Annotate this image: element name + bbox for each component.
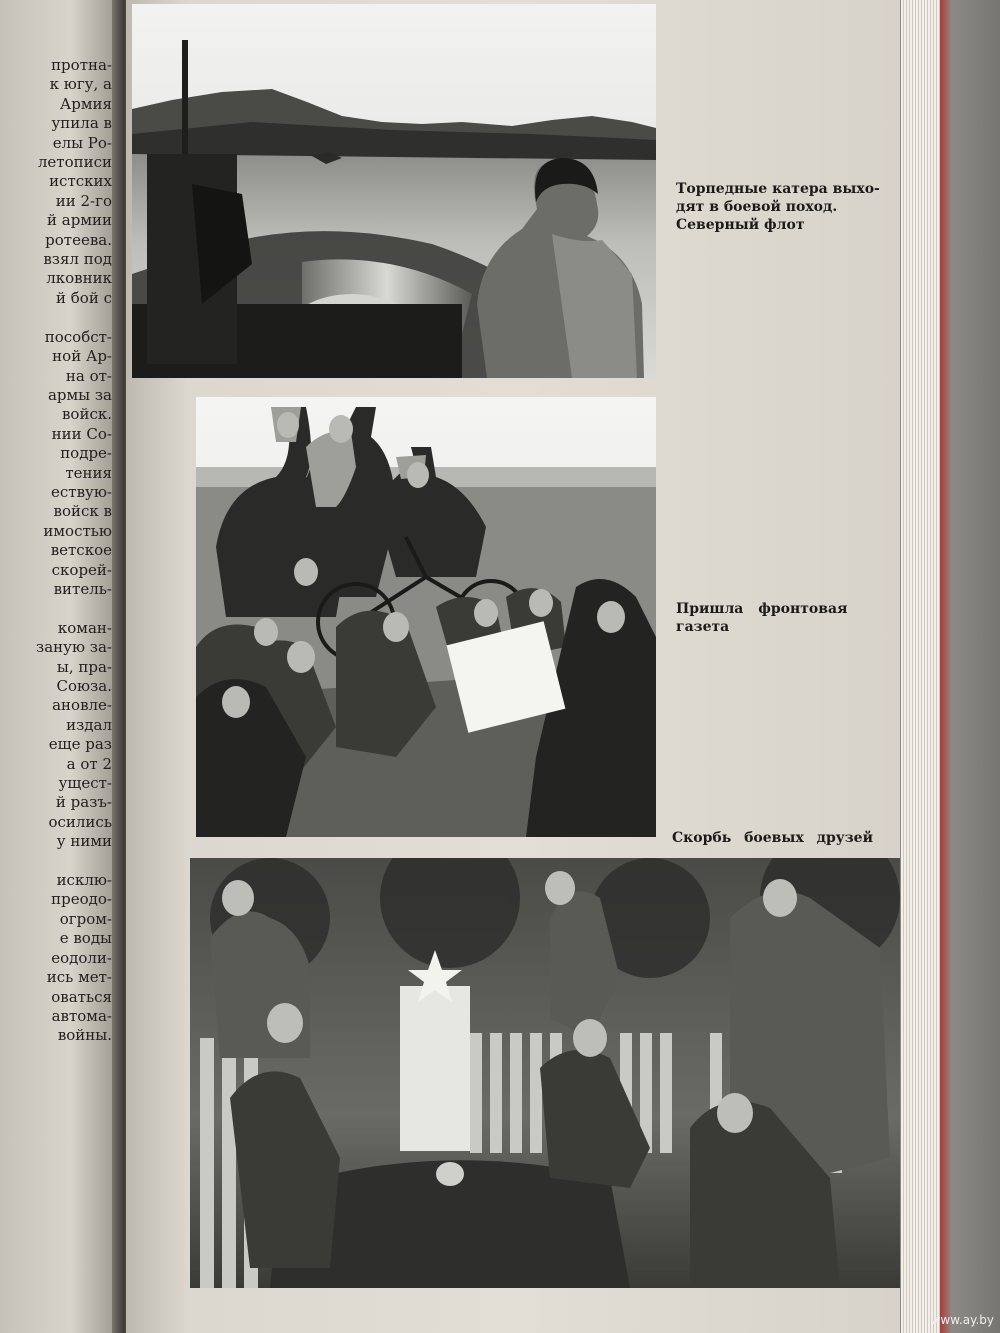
left-page-line: елы Ро- [52, 133, 112, 152]
caption-line: Северный флот [676, 217, 805, 233]
left-page-line: летописи [37, 153, 112, 172]
left-page-line: ествую- [51, 482, 112, 501]
left-page-line: осились [48, 812, 112, 831]
left-page-line: скорей- [51, 560, 112, 579]
left-page-line: ы, пра- [56, 657, 112, 676]
left-page-line: ротеева. [45, 230, 112, 249]
left-page-line: й бой с [56, 288, 112, 307]
left-page-line: нии Со- [51, 424, 112, 443]
left-page-line: коман- [57, 618, 112, 637]
caption-line: Торпедные катера выхо- [676, 181, 880, 197]
left-page-line: преодо- [51, 890, 112, 909]
caption-line: Пришла фронтовая [676, 601, 848, 617]
left-page-line: лковник [46, 269, 112, 288]
left-page-line: ной Ар- [52, 347, 112, 366]
left-page-line: подре- [60, 444, 112, 463]
left-page-line: к югу, а [49, 75, 112, 94]
left-page-text [0, 56, 112, 1046]
left-page-line: й разъ- [55, 793, 112, 812]
left-page-line: ановле- [52, 696, 112, 715]
left-page-line: войск. [61, 405, 112, 424]
left-page-line: тения [65, 463, 112, 482]
left-page-line: войны. [57, 1026, 112, 1045]
left-page-line: а от 2 [66, 754, 112, 773]
left-page-line: ущест- [58, 774, 112, 793]
left-page-line: Армия [59, 94, 112, 113]
left-page-line: упила в [51, 114, 112, 133]
left-page-line: еодоли- [51, 948, 112, 967]
left-page-line: Союза. [56, 677, 112, 695]
left-page-line: ись мет- [46, 968, 112, 987]
left-page-line: еще раз [48, 735, 112, 754]
left-page-line: заную за- [36, 638, 112, 657]
photo-torpedo-boats [132, 4, 656, 378]
left-page-line: войск в [53, 502, 112, 521]
left-page-line: исклю- [56, 871, 112, 890]
left-page-line: на от- [65, 366, 112, 385]
left-page-line: у ними [56, 832, 112, 851]
caption-line: газета [676, 619, 730, 635]
left-page-line [0, 599, 112, 618]
left-page-line: ии 2-го [55, 191, 112, 210]
caption-front-newspaper [676, 600, 846, 636]
left-page-line: витель- [53, 579, 112, 598]
left-page-line [0, 308, 112, 327]
left-page-line: имостью [43, 521, 112, 540]
left-page-line: й армии [47, 211, 112, 230]
book-cover [940, 0, 1000, 1333]
watermark: www.ay.by [930, 1313, 994, 1327]
photo-comrades-grave [190, 858, 902, 1288]
left-page-line: протна- [51, 56, 112, 74]
caption-line: дят в боевой поход. [676, 199, 838, 215]
photo-front-newspaper [196, 397, 656, 837]
left-page-line: истских [49, 172, 112, 191]
left-page [0, 0, 118, 1333]
caption-torpedo-boats [676, 180, 880, 234]
left-page-line: автома- [51, 1006, 112, 1025]
left-page-line: издал [66, 715, 112, 734]
left-page-line [0, 852, 112, 871]
left-page-line: ветское [50, 541, 112, 560]
caption-comrades-grave [672, 829, 872, 847]
left-page-line: огром- [59, 909, 112, 928]
left-page-line: оваться [51, 987, 112, 1006]
left-page-line: пособст- [44, 327, 112, 346]
caption-line: Скорбь боевых друзей [672, 830, 873, 846]
left-page-line: армы за [47, 385, 112, 404]
left-page-line: взял под [43, 250, 112, 269]
left-page-line: е воды [59, 929, 112, 948]
